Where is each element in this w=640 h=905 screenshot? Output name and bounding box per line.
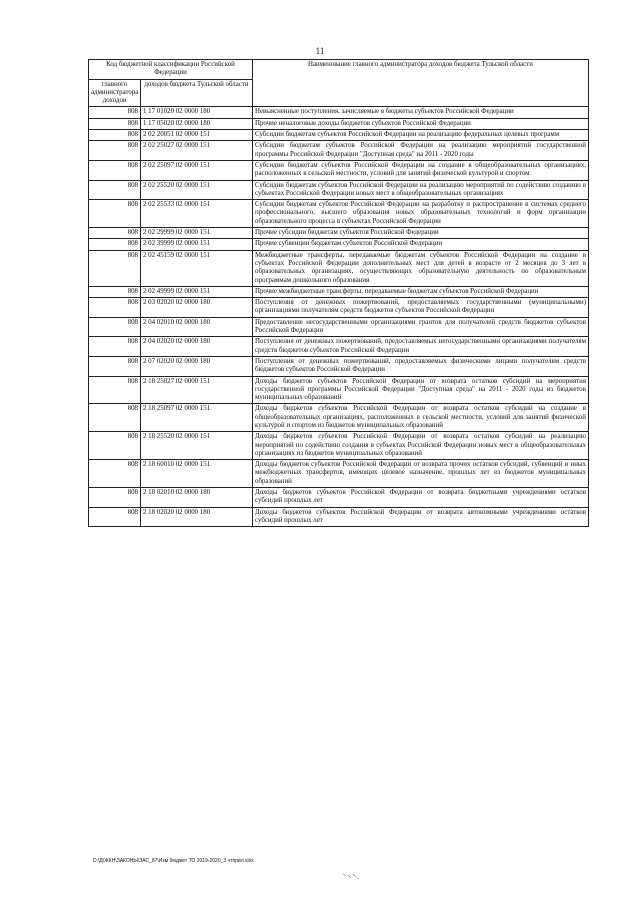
table-row — [89, 141, 589, 161]
budget-classification-table — [88, 59, 589, 527]
income-name-cell: Доходы бюджетов субъектов Российской Федерации от возврата остатков субсидий на реализацию мероприятий по содействию создания в субъектах Российской Федерации новых мест в общеобразовательных организациях из бюджетов муниципальных образований — [253, 432, 589, 460]
income-name-cell: Предоставление негосударственными организациями грантов для получателей средств бюджетов субъектов Российской Федерации — [253, 317, 589, 337]
income-name-cell: Субсидии бюджетам субъектов Российской Федерации на создание в общеобразовательных организациях, расположенных в сельской местности, условий для занятий физической культурой и спортом — [253, 160, 589, 180]
admin-code-cell: 808 — [89, 507, 141, 527]
income-code-cell: 2 18 25097 02 0000 151 — [141, 404, 253, 432]
income-name-cell: Доходы бюджетов субъектов Российской Федерации от возврата прочих остатков субсидий, субвенций и иных межбюджетных трансфертов, имеющих целевое назначение, прошлых лет из бюджетов муниципальных образований — [253, 460, 589, 488]
table-row — [89, 298, 589, 318]
admin-code-cell: 808 — [89, 239, 141, 250]
income-name-cell: Прочие межбюджетные трансферты, передаваемые бюджетам субъектов Российской Федерации — [253, 286, 589, 297]
income-name-cell: Невыясненные поступления, зачисляемые в бюджеты субъектов Российской Федерации — [253, 107, 589, 118]
admin-code-cell: 808 — [89, 376, 141, 404]
income-code-cell: 2 02 25533 02 0000 151 — [141, 200, 253, 228]
admin-code-cell: 808 — [89, 228, 141, 239]
income-code-cell: 2 02 45159 02 0000 151 — [141, 250, 253, 286]
income-code-cell: 2 18 25520 02 0000 151 — [141, 432, 253, 460]
header-name-group: Наименование главного администратора доходов бюджета Тульской области — [253, 60, 589, 107]
income-name-cell: Поступления от денежных пожертвований, предоставляемых государственными (муниципальными) организациями получателям средств бюджетов субъектов Российской Федерации — [253, 298, 589, 318]
income-code-cell: 2 02 20051 02 0000 151 — [141, 130, 253, 141]
income-code-cell: 2 02 29999 02 0000 151 — [141, 228, 253, 239]
file-path-footer: D:\Д\ЖКН\ЗАКОНЫ\ЗАС_87\Изм бюджет ТО 2019-2020_3 чтприл.xlsx — [93, 858, 254, 864]
table-row — [89, 160, 589, 180]
admin-code-cell: 808 — [89, 200, 141, 228]
table-row — [89, 337, 589, 357]
income-name-cell: Межбюджетные трансферты, передаваемые бюджетам субъектов Российской Федерации на создание в субъектах Российской Федерации дополнительных мест для детей в возрасте от 2 месяцев до 3 лет в образовательных организациях, осуществляющих образовательную деятельность по образовательным программам дошкольного образования — [253, 250, 589, 286]
income-name-cell: Прочие неналоговые доходы бюджетов субъектов Российской Федерации — [253, 118, 589, 129]
admin-code-cell: 808 — [89, 488, 141, 508]
income-name-cell: Субсидии бюджетам субъектов Российской Федерации на реализацию мероприятий государственной программы Российской Федерации "Доступная среда" на 2011 - 2020 годы — [253, 141, 589, 161]
header-admin-col: главного администратора доходов — [89, 79, 141, 107]
page-number: 11 — [315, 46, 325, 56]
admin-code-cell: 808 — [89, 404, 141, 432]
admin-code-cell: 808 — [89, 460, 141, 488]
table-row — [89, 432, 589, 460]
table-row — [89, 200, 589, 228]
income-code-cell: 2 18 25027 02 0000 151 — [141, 376, 253, 404]
table-row — [89, 376, 589, 404]
table-row — [89, 130, 589, 141]
admin-code-cell: 808 — [89, 337, 141, 357]
income-code-cell: 2 18 60010 02 0000 151 — [141, 460, 253, 488]
table-row — [89, 404, 589, 432]
admin-code-cell: 808 — [89, 286, 141, 297]
scan-artifact-icon — [342, 872, 360, 880]
admin-code-cell: 808 — [89, 356, 141, 376]
table-row — [89, 286, 589, 297]
admin-code-cell: 808 — [89, 130, 141, 141]
income-code-cell: 2 07 02020 02 0000 180 — [141, 356, 253, 376]
admin-code-cell: 808 — [89, 298, 141, 318]
income-name-cell: Субсидии бюджетам субъектов Российской Федерации на реализацию федеральных целевых программ — [253, 130, 589, 141]
table-header-row — [89, 60, 589, 80]
income-name-cell: Поступления от денежных пожертвований, предоставляемых негосударственными организациями получателям средств бюджетов субъектов Российской Федерации — [253, 337, 589, 357]
income-name-cell: Доходы бюджетов субъектов Российской Федерации от возврата остатков субсидий на создание в общеобразовательных организациях, расположенных в сельской местности, условий для занятий физической культурой и спортом из бюджетов муниципальных образований — [253, 404, 589, 432]
table-row — [89, 180, 589, 200]
income-name-cell: Прочие субвенции бюджетам субъектов Российской Федерации — [253, 239, 589, 250]
income-code-cell: 2 02 49999 02 0000 151 — [141, 286, 253, 297]
admin-code-cell: 808 — [89, 107, 141, 118]
income-name-cell: Доходы бюджетов субъектов Российской Федерации от возврата автономными учреждениями остатков субсидий прошлых лет — [253, 507, 589, 527]
table-row — [89, 317, 589, 337]
income-code-cell: 1 17 01020 02 0000 180 — [141, 107, 253, 118]
table-row — [89, 488, 589, 508]
table-row — [89, 507, 589, 527]
admin-code-cell: 808 — [89, 118, 141, 129]
income-code-cell: 2 03 02020 02 0000 180 — [141, 298, 253, 318]
admin-code-cell: 808 — [89, 317, 141, 337]
table-body — [89, 107, 589, 527]
income-name-cell: Доходы бюджетов субъектов Российской Федерации от возврата остатков субсидий на мероприятия государственной программы Российской Федерации "Доступная среда" на 2011 - 2020 годы из бюджетов муниципальных образований — [253, 376, 589, 404]
income-code-cell: 2 02 25520 02 0000 151 — [141, 180, 253, 200]
table-row — [89, 118, 589, 129]
income-name-cell: Субсидии бюджетам субъектов Российской Федерации на разработку и распространение в системах среднего профессионального, высшего образования новых образовательных технологий и форм организации образовательного процесса в субъектах Российской Федерации — [253, 200, 589, 228]
income-code-cell: 2 02 39999 02 0000 151 — [141, 239, 253, 250]
table-row — [89, 228, 589, 239]
income-name-cell: Поступления от денежных пожертвований, предоставляемых физическими лицами получателям средств бюджетов субъектов Российской Федерации — [253, 356, 589, 376]
income-name-cell: Доходы бюджетов субъектов Российской Федерации от возврата бюджетными учреждениями остатков субсидий прошлых лет — [253, 488, 589, 508]
admin-code-cell: 808 — [89, 141, 141, 161]
table-row — [89, 460, 589, 488]
income-code-cell: 2 18 02020 02 0000 180 — [141, 507, 253, 527]
admin-code-cell: 808 — [89, 432, 141, 460]
table-row — [89, 356, 589, 376]
income-code-cell: 2 04 02010 02 0000 180 — [141, 317, 253, 337]
income-code-cell: 2 04 02020 02 0000 180 — [141, 337, 253, 357]
income-name-cell: Субсидии бюджетам субъектов Российской Федерации на реализацию мероприятий по содействию созданию в субъектах Российской Федерации новых мест в общеобразовательных организациях — [253, 180, 589, 200]
table-row — [89, 239, 589, 250]
income-code-cell: 2 02 25097 02 0000 151 — [141, 160, 253, 180]
income-code-cell: 2 02 25027 02 0000 151 — [141, 141, 253, 161]
header-code-group: Код бюджетной классификации Российской Федерации — [89, 60, 253, 80]
table-row — [89, 107, 589, 118]
income-name-cell: Прочие субсидии бюджетам субъектов Российской Федерации — [253, 228, 589, 239]
admin-code-cell: 808 — [89, 180, 141, 200]
admin-code-cell: 808 — [89, 160, 141, 180]
income-code-cell: 2 18 02010 02 0000 180 — [141, 488, 253, 508]
admin-code-cell: 808 — [89, 250, 141, 286]
income-code-cell: 1 17 05020 02 0000 180 — [141, 118, 253, 129]
header-income-col: доходов бюджета Тульской области — [141, 79, 253, 107]
table-row — [89, 250, 589, 286]
